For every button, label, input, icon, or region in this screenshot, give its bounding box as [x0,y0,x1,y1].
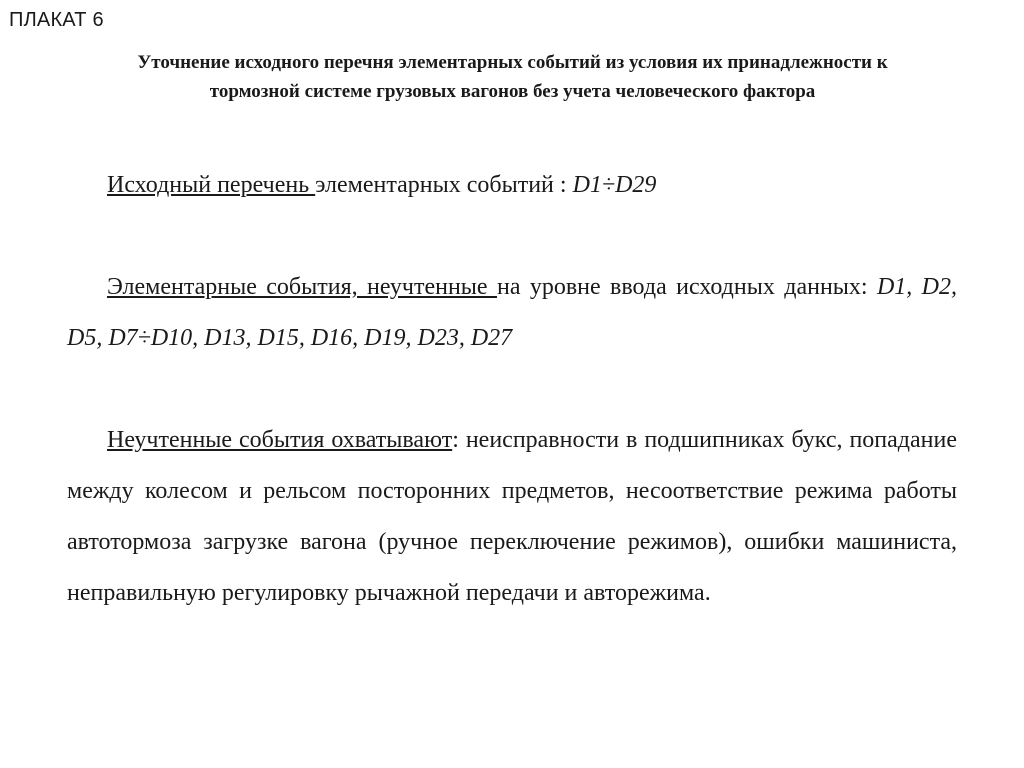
paragraph-unaccounted-events-list: D1, D2, D5, D7÷D10, D13, D15, D16, D19, D23, D27 [67,274,958,351]
document-body [67,160,957,619]
paragraph-unaccounted-scope-heading: Неучтенные события охватывают [107,427,453,453]
plakat-label: ПЛАКАТ 6 [9,9,104,31]
paragraph-unaccounted-events-heading: Элементарные события, неучтенные [107,274,497,300]
paragraph-unaccounted-events-text: на уровне ввода исходных данных: [496,274,877,300]
paragraph-unaccounted-scope-text: : неисправности в подшипниках букс, попадание между колесом и рельсом посторонних предметов, несоответствие режима работы автотормоза загрузке вагона (ручное переключение режимов), ошибки машиниста, неправильную регулировку рычажной передачи и авторежима. [67,427,957,606]
paragraph-initial-list [67,160,957,211]
paragraph-unaccounted-events [67,262,957,364]
paragraph-initial-list-heading: Исходный перечень [107,172,316,198]
page-title [20,48,1005,106]
title-line-1: Уточнение исходного перечня элементарных событий из условия их принадлежности к [137,52,888,73]
paragraph-unaccounted-scope [67,415,957,619]
paragraph-initial-list-text: элементарных событий : [315,172,573,198]
paragraph-initial-list-events: D1÷D29 [572,172,657,198]
title-line-2: тормозной системе грузовых вагонов без учета человеческого фактора [209,81,816,102]
